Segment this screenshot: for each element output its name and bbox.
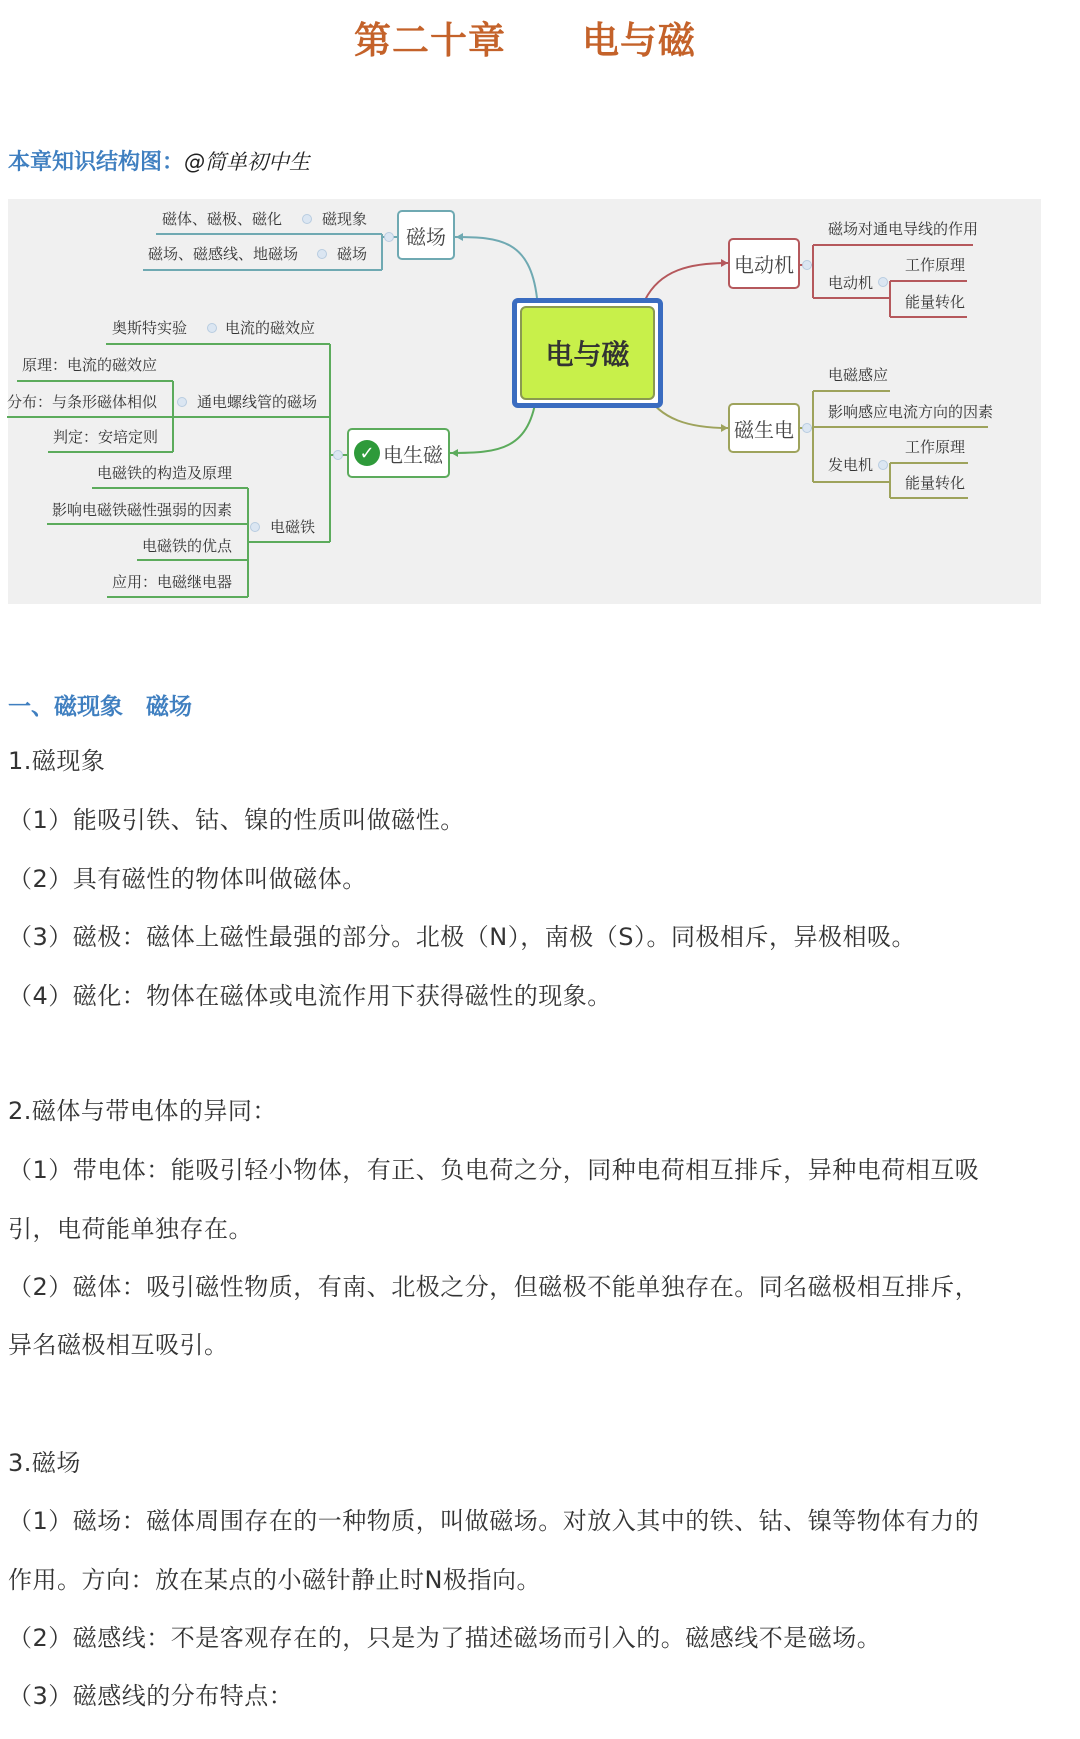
node-label: 电动机 (734, 253, 794, 277)
subsection-heading: 2.磁体与带电体的异同： (8, 1097, 277, 1125)
collapse-icon[interactable] (879, 461, 888, 470)
branch-curve (455, 237, 537, 298)
collapse-icon[interactable] (318, 250, 327, 259)
collapse-icon[interactable] (385, 233, 394, 242)
mind-map-center-node (512, 298, 663, 408)
mind-map-leaf: 电磁感应 (828, 366, 889, 384)
mind-map-leaf: 工作原理 (905, 438, 966, 456)
mind-map-leaf: 磁场对通电导线的作用 (828, 220, 979, 238)
paragraph-line: （4）磁化：物体在磁体或电流作用下获得磁性的现象。 (8, 982, 612, 1010)
node-label: 磁生电 (734, 417, 794, 442)
collapse-icon[interactable] (803, 424, 812, 433)
mind-map-leaf: 判定：安培定则 (52, 428, 158, 446)
node-diandongji (728, 238, 800, 289)
node-label: 电生磁 (383, 442, 443, 467)
collapse-icon[interactable] (879, 278, 888, 287)
mind-map-leaf: 电磁铁的构造及原理 (96, 464, 232, 482)
paragraph-line: （3）磁感线的分布特点： (8, 1682, 294, 1710)
mind-map-leaf: 电磁铁的优点 (141, 537, 232, 555)
paragraph-line: （2）磁体：吸引磁性物质，有南、北极之分，但磁极不能单独存在。同名磁极相互排斥， (8, 1273, 980, 1301)
mind-map-leaf: 发电机 (828, 456, 874, 474)
collapse-icon[interactable] (803, 261, 812, 270)
arrow-icon (721, 424, 728, 432)
paragraph-line: （1）带电体：能吸引轻小物体，有正、负电荷之分，同种电荷相互排斥，异种电荷相互吸 (8, 1156, 980, 1184)
mind-map-leaf: 电流的磁效应 (225, 319, 316, 337)
node-cishengdian (728, 403, 800, 453)
paragraph-line: 作用。方向：放在某点的小磁针静止时N极指向。 (8, 1566, 541, 1594)
arrow-icon (451, 449, 458, 457)
collapse-icon[interactable] (178, 398, 187, 407)
branch-curve (645, 263, 728, 300)
arrow-icon (456, 233, 463, 241)
section-heading: 一、磁现象 磁场 (8, 694, 192, 720)
mind-map-leaf: 能量转化 (905, 474, 966, 492)
subsection-heading: 1.磁现象 (8, 747, 106, 775)
mind-map-leaf: 电磁铁 (270, 518, 316, 536)
paragraph-line: （3）磁极：磁体上磁性最强的部分。北极（N），南极（S）。同极相斥，异极相吸。 (8, 923, 916, 951)
node-dianshengci (347, 428, 450, 478)
mind-map-leaf: 工作原理 (905, 256, 966, 274)
mind-map-leaf: 影响感应电流方向的因素 (828, 403, 994, 421)
paragraph-line: （2）具有磁性的物体叫做磁体。 (8, 865, 367, 893)
mind-map-leaf: 应用：电磁继电器 (111, 573, 232, 591)
subsection-heading: 3.磁场 (8, 1449, 81, 1477)
node-label: 磁场 (406, 224, 446, 249)
mind-map-leaf: 磁场、磁感线、地磁场 (147, 245, 298, 263)
mind-map-leaf: 磁现象 (322, 210, 368, 228)
collapse-icon[interactable] (208, 324, 217, 333)
paragraph-line: （1）磁场：磁体周围存在的一种物质，叫做磁场。对放入其中的铁、钴、镍等物体有力的 (8, 1507, 980, 1535)
author-credit: @简单初中生 (184, 150, 311, 174)
mind-map-leaf: 影响电磁铁磁性强弱的因素 (51, 501, 232, 519)
mind-map-leaf: 分布：与条形磁体相似 (6, 393, 157, 411)
paragraph-line: 异名磁极相互吸引。 (8, 1331, 229, 1359)
arrow-icon (721, 259, 728, 267)
node-cichang (397, 210, 455, 260)
mind-map-leaf: 通电螺线管的磁场 (197, 393, 318, 411)
paragraph-line: 引，电荷能单独存在。 (8, 1215, 253, 1243)
paragraph-line: （2）磁感线：不是客观存在的，只是为了描述磁场而引入的。磁感线不是磁场。 (8, 1624, 882, 1652)
center-label: 电与磁 (520, 306, 655, 400)
mind-map-leaf: 磁场 (337, 245, 368, 263)
collapse-icon[interactable] (251, 523, 260, 532)
mind-map-leaf: 电动机 (828, 274, 874, 292)
mind-map-leaf: 能量转化 (905, 293, 966, 311)
mind-map-leaf: 原理：电流的磁效应 (21, 356, 157, 374)
mind-map-leaf: 磁体、磁极、磁化 (161, 210, 282, 228)
checkmark-icon: ✓ (354, 440, 380, 466)
heading-label: 本章知识结构图： (8, 150, 185, 175)
collapse-icon[interactable] (303, 215, 312, 224)
mind-map-leaf: 奥斯特实验 (111, 319, 187, 337)
paragraph-line: （1）能吸引铁、钴、镍的性质叫做磁性。 (8, 806, 465, 834)
page-title: 第二十章 电与磁 (354, 19, 696, 62)
collapse-icon[interactable] (334, 451, 343, 460)
